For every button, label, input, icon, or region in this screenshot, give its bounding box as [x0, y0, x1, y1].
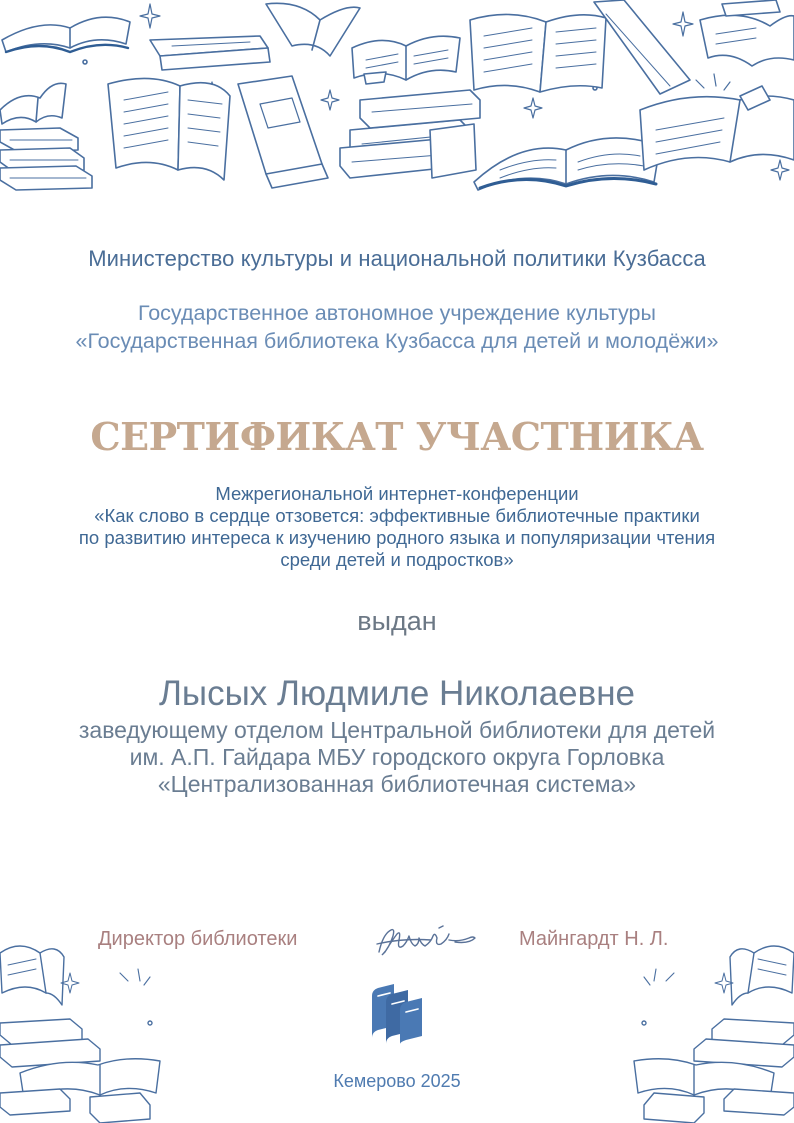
open-book-icon — [2, 17, 130, 52]
event-line-4: среди детей и подростков» — [280, 549, 514, 570]
director-name: Майнгардт Н. Л. — [519, 928, 669, 950]
ministry-name: Министерство культуры и национальной политики Кузбасса — [88, 246, 706, 271]
recipient-position-line-2: им. А.П. Гайдара МБУ городского округа Горловка — [129, 744, 665, 770]
recipient-name: Лысых Людмиле Николаевне — [158, 674, 636, 713]
recipient-position-line-3: «Централизованная библиотечная система» — [157, 771, 637, 797]
recipient-position-line-1: заведующему отделом Центральной библиотеки для детей — [78, 717, 716, 743]
certificate-title: СЕРТИФИКАТ УЧАСТНИКА — [90, 414, 704, 459]
event-line-2: «Как слово в сердце отзовется: эффективные библиотечные практики — [94, 505, 700, 526]
issued-word: выдан — [357, 606, 437, 636]
books-banner-illustration — [0, 0, 794, 195]
event-line-1: Межрегиональной интернет-конференции — [215, 483, 579, 504]
handwritten-signature — [373, 922, 478, 960]
books-corner-illustration-right — [619, 933, 794, 1123]
director-label: Директор библиотеки — [98, 928, 298, 950]
books-logo-icon — [370, 982, 424, 1044]
institution-type: Государственное автономное учреждение культуры — [138, 301, 656, 325]
institution-name: «Государственная библиотека Кузбасса для детей и молодёжи» — [75, 329, 719, 353]
event-line-3: по развитию интереса к изучению родного языка и популяризации чтения — [78, 527, 716, 548]
books-corner-illustration-left — [0, 933, 175, 1123]
city-year: Кемерово 2025 — [333, 1071, 461, 1091]
